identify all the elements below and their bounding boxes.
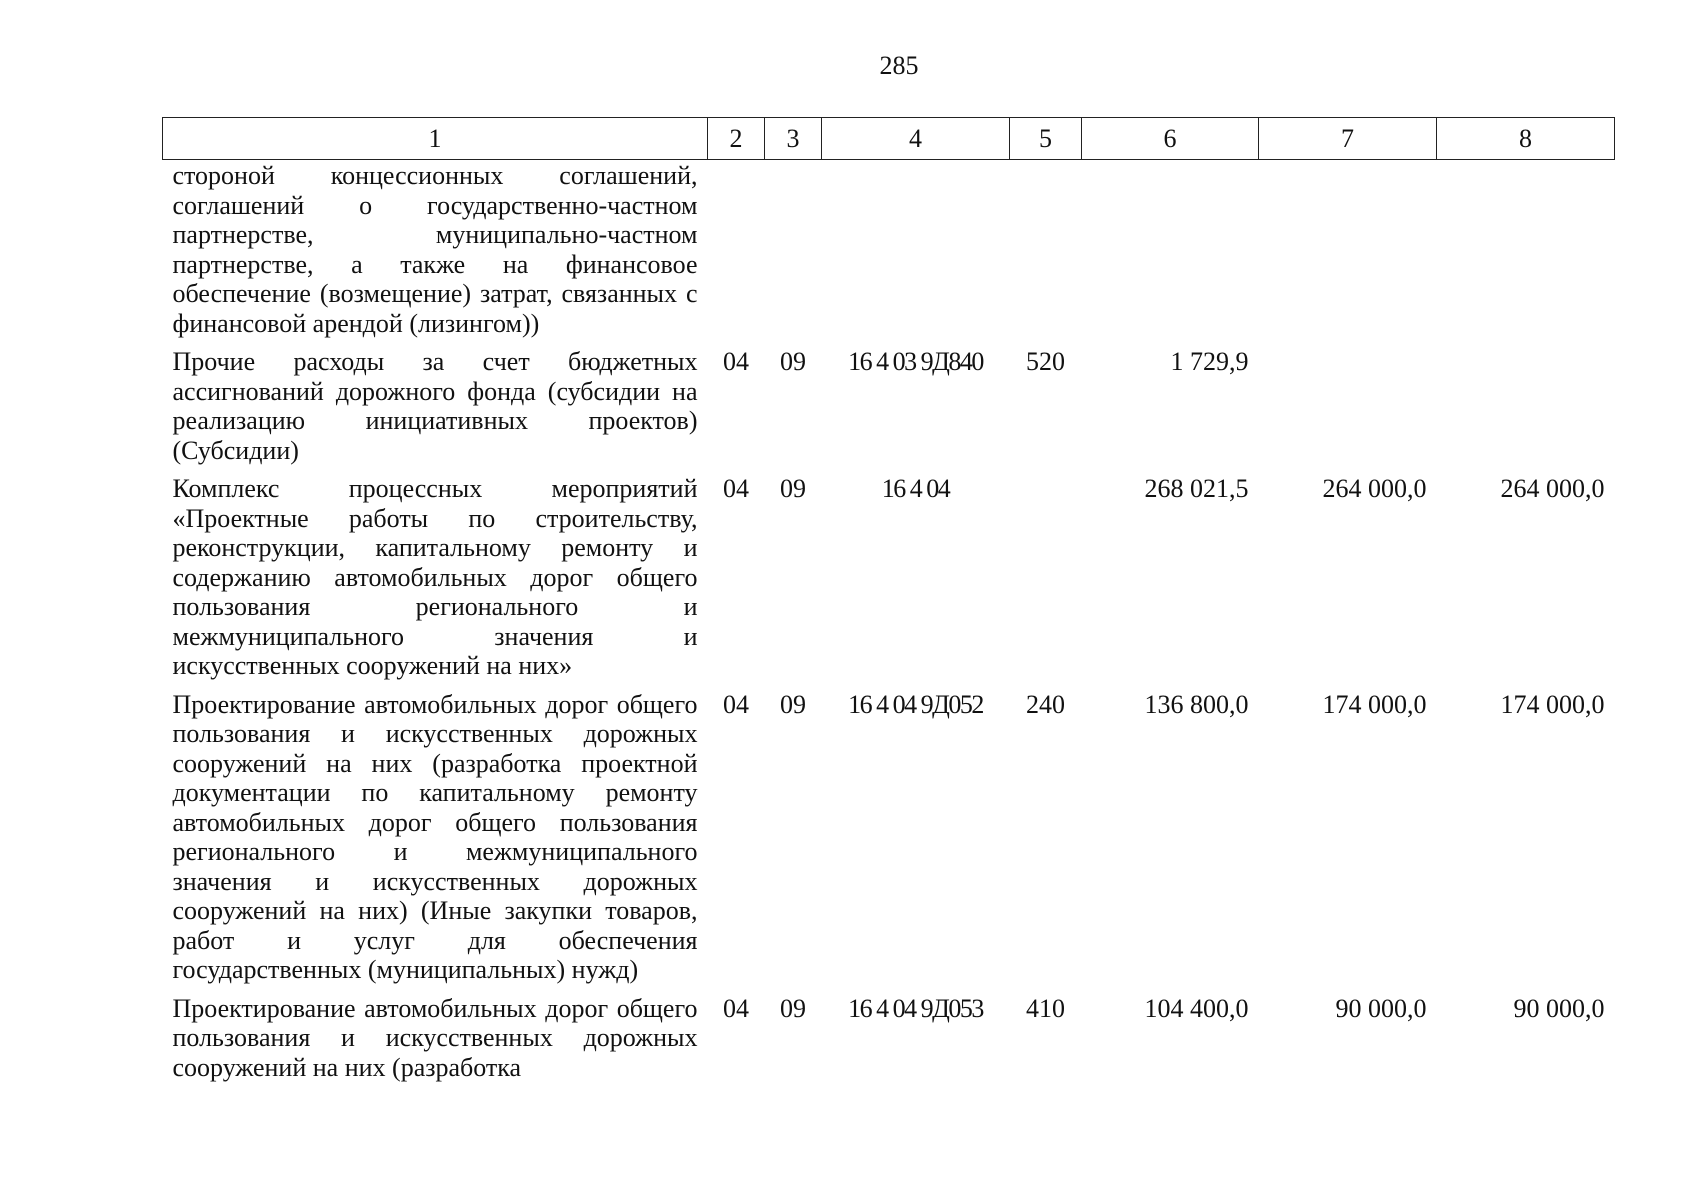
row-target-article: 16 4 04 — [881, 474, 950, 503]
row-amount-col8 — [1437, 347, 1615, 474]
row-amount-col7 — [1259, 160, 1437, 348]
budget-table — [162, 117, 1615, 1091]
row-section: 04 — [723, 993, 749, 1023]
column-header-5: 5 — [1010, 118, 1082, 160]
row-expense-type: 240 — [1026, 689, 1065, 719]
row-subsection: 09 — [780, 474, 806, 503]
column-header-7: 7 — [1259, 118, 1437, 160]
row-amount-col6: 1 729,9 — [1170, 347, 1249, 376]
row-amount-col6 — [1082, 160, 1259, 348]
row-amount-col8 — [1437, 160, 1615, 348]
row-expense-type: 410 — [1026, 993, 1065, 1023]
row-name: стороной концессионных соглашений, соглашений о государственно-частном партнерстве, муниципально-частном партнерстве, а также на финансовое обеспечение (возмещение) затрат, связанных с финансовой арендой (лизингом)) — [172, 161, 698, 338]
row-section — [708, 160, 765, 348]
table-row — [163, 690, 1615, 994]
row-expense-type — [1010, 474, 1082, 690]
column-header-2: 2 — [708, 118, 765, 160]
row-amount-col7: 174 000,0 — [1322, 689, 1427, 719]
row-name: Проектирование автомобильных дорог общего пользования и искусственных дорожных сооружений на них (разработка проектной документации по капитальному ремонту автомобильных дорог общего пользования регионального и межмуниципального значения и искусственных дорожных сооружений на них) (Иные закупки товаров, работ и услуг для обеспечения государственных (муниципальных) нужд) — [172, 689, 698, 984]
row-amount-col6: 136 800,0 — [1144, 689, 1249, 719]
row-target-article — [822, 160, 1010, 348]
row-amount-col8: 174 000,0 — [1500, 689, 1605, 719]
table-row — [163, 474, 1615, 690]
table-row — [163, 347, 1615, 474]
column-header-4: 4 — [822, 118, 1010, 160]
page-number: 285 — [879, 51, 919, 80]
row-target-article: 16 4 04 9Д053 — [848, 993, 983, 1023]
row-expense-type — [1010, 160, 1082, 348]
table-row — [163, 994, 1615, 1092]
row-subsection: 09 — [780, 993, 806, 1023]
column-header-6: 6 — [1082, 118, 1259, 160]
row-amount-col8: 90 000,0 — [1513, 993, 1605, 1023]
column-header-3: 3 — [765, 118, 822, 160]
row-target-article: 16 4 04 9Д052 — [848, 689, 983, 719]
row-subsection — [765, 160, 822, 348]
row-amount-col7 — [1259, 347, 1437, 474]
row-section: 04 — [723, 474, 749, 503]
row-target-article: 16 4 03 9Д840 — [848, 347, 983, 376]
column-header-1: 1 — [163, 118, 708, 160]
row-expense-type: 520 — [1026, 347, 1065, 376]
row-amount-col6: 104 400,0 — [1144, 993, 1249, 1023]
column-header-8: 8 — [1437, 118, 1615, 160]
row-amount-col8: 264 000,0 — [1500, 474, 1605, 503]
row-section: 04 — [723, 689, 749, 719]
row-section: 04 — [723, 347, 749, 376]
row-subsection: 09 — [780, 347, 806, 376]
row-amount-col7: 90 000,0 — [1335, 993, 1427, 1023]
row-subsection: 09 — [780, 689, 806, 719]
row-name: Прочие расходы за счет бюджетных ассигнований дорожного фонда (субсидии на реализацию инициативных проектов) (Субсидии) — [172, 347, 698, 465]
table-row — [163, 160, 1615, 348]
row-amount-col7: 264 000,0 — [1322, 474, 1427, 503]
header-row — [163, 118, 1615, 160]
row-amount-col6: 268 021,5 — [1144, 474, 1249, 503]
row-name: Проектирование автомобильных дорог общего пользования и искусственных дорожных сооружений на них (разработка — [172, 993, 698, 1082]
row-name: Комплекс процессных мероприятий «Проектные работы по строительству, реконструкции, капитальному ремонту и содержанию автомобильных дорог общего пользования регионального и межмуниципального значения и искусственных сооружений на них» — [172, 474, 698, 680]
